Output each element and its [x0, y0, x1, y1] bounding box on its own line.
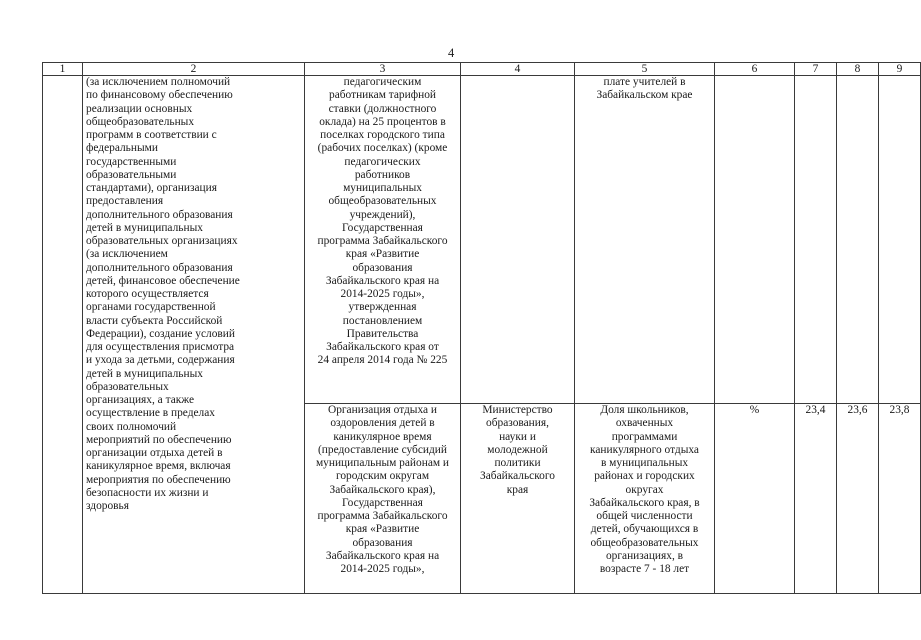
text-line: поселках городского типа	[320, 129, 445, 141]
text-line: власти субъекта Российской	[86, 314, 223, 327]
column-header-1: 1	[43, 63, 83, 76]
text-line: организациях, в	[605, 549, 684, 562]
text-line: Государственная	[342, 221, 423, 234]
column-header-5: 5	[575, 63, 715, 76]
text-line: детей, финансовое обеспечение	[86, 274, 240, 287]
text-line: образования	[352, 261, 413, 274]
cell-number-empty	[43, 76, 83, 594]
text-line: программа Забайкальского	[317, 235, 448, 247]
text-line: оклада) на 25 процентов в	[319, 115, 446, 128]
text-line: дополнительного образования	[86, 261, 233, 274]
text-line: и ухода за детьми, содержания	[86, 354, 235, 367]
text-line: утвержденная	[348, 301, 417, 314]
cell-indicator	[575, 404, 715, 594]
cell-executor-empty	[461, 76, 575, 404]
text-line: образовательными	[86, 168, 177, 181]
text-line: детей, обучающихся в	[590, 523, 699, 536]
text-line: работников	[354, 168, 411, 181]
column-header-7: 7	[795, 63, 837, 76]
text-line: края «Развитие	[345, 523, 420, 536]
cell-program-description	[305, 404, 461, 594]
program-description-lines	[308, 404, 457, 576]
text-line: 24 апреля 2014 года № 225	[317, 354, 448, 367]
text-line: стандартами), организация	[86, 182, 217, 194]
text-line: Государственная	[342, 496, 423, 509]
cell-value-9-empty	[879, 76, 921, 404]
indicator-lines	[578, 404, 711, 576]
text-line: края «Развитие	[345, 248, 420, 261]
text-line: Министерство	[482, 404, 553, 416]
text-line: каникулярного отдыха	[590, 443, 699, 456]
text-line: образования	[352, 536, 413, 549]
text-line: которого осуществляется	[86, 288, 209, 300]
text-line: детей в муниципальных	[86, 221, 203, 234]
executor-lines	[464, 404, 571, 497]
text-line: Правительства	[346, 327, 419, 340]
text-line: Забайкальского края, в	[589, 496, 700, 509]
text-line: работникам тарифной	[329, 89, 436, 102]
text-line: (за исключением	[86, 248, 168, 261]
text-line: для осуществления присмотра	[86, 341, 235, 353]
text-line: Федерации), создание условий	[86, 327, 235, 340]
column-header-9: 9	[879, 63, 921, 76]
text-line: осуществление в пределах	[86, 407, 215, 420]
text-line: политики	[494, 457, 541, 469]
text-line: (рабочих поселках) (кроме	[317, 142, 448, 155]
text-line: Забайкальского	[480, 470, 555, 483]
text-line: науки и	[499, 430, 536, 443]
text-line: педагогических	[344, 155, 421, 168]
program-description-lines	[308, 76, 457, 368]
cell-unit-empty	[715, 76, 795, 404]
text-line: (за исключением полномочий	[86, 76, 231, 88]
cell-indicator	[575, 76, 715, 404]
text-line: реализации основных	[86, 102, 193, 115]
text-line: педагогическим	[343, 76, 422, 88]
text-line: районах и городских	[594, 470, 695, 483]
cell-value-8-empty	[837, 76, 879, 404]
text-line: общеобразовательных	[590, 536, 699, 549]
text-line: возрасте 7 - 18 лет	[599, 563, 690, 575]
cell-value-8: 23,6	[837, 404, 879, 594]
text-line: плате учителей в	[603, 76, 686, 88]
page-number: 4	[448, 46, 455, 60]
text-line: молодежной	[487, 443, 548, 456]
text-line: городским округам	[335, 470, 430, 483]
cell-value-7: 23,4	[795, 404, 837, 594]
text-line: ставки (должностного	[328, 102, 437, 115]
cell-value-7-empty	[795, 76, 837, 404]
text-line: образовательных организациях	[86, 235, 238, 247]
column-header-4: 4	[461, 63, 575, 76]
text-line: организации отдыха детей в	[86, 447, 223, 459]
cell-unit: %	[715, 404, 795, 594]
text-line: Забайкальского края от	[326, 341, 439, 353]
text-line: федеральными	[86, 142, 158, 155]
text-line: 2014-2025 годы»,	[340, 563, 425, 575]
text-line: оздоровления детей в	[330, 417, 435, 430]
cell-executor	[461, 404, 575, 594]
text-line: органами государственной	[86, 301, 216, 314]
column-header-3: 3	[305, 63, 461, 76]
text-line: края	[506, 483, 529, 496]
text-line: Забайкальского края на	[325, 274, 440, 287]
text-line: муниципальным районам и	[315, 457, 450, 469]
text-line: 2014-2025 годы»,	[340, 288, 425, 300]
text-line: государственными	[86, 155, 177, 168]
text-line: организациях, а также	[86, 394, 195, 406]
text-line: мероприятий по обеспечению	[86, 433, 232, 446]
authority-description-lines	[86, 76, 301, 513]
text-line: Забайкальского края),	[329, 483, 436, 496]
text-line: программ в соответствии с	[86, 129, 217, 141]
text-line: муниципальных	[343, 182, 422, 194]
document-table	[42, 62, 921, 594]
column-number-row	[43, 63, 921, 76]
text-line: программами	[611, 430, 678, 443]
text-line: учреждений),	[349, 208, 416, 221]
text-line: дополнительного образования	[86, 208, 233, 221]
text-line: предоставления	[86, 195, 164, 208]
text-line: постановлением	[342, 314, 423, 327]
text-line: безопасности их жизни и	[86, 486, 209, 499]
text-line: Доля школьников,	[600, 404, 689, 416]
text-line: здоровья	[86, 500, 129, 512]
text-line: образовательных	[86, 380, 169, 393]
table-row	[43, 76, 921, 404]
text-line: общей численности	[596, 510, 693, 522]
text-line: каникулярное время, включая	[86, 460, 231, 473]
cell-program-description	[305, 76, 461, 404]
text-line: общеобразовательных	[328, 195, 437, 208]
text-line: каникулярное время	[333, 430, 432, 443]
text-line: программа Забайкальского	[317, 510, 448, 522]
text-line: детей в муниципальных	[86, 367, 203, 380]
text-line: мероприятия по обеспечению	[86, 473, 231, 486]
text-line: охваченных	[615, 417, 674, 430]
text-line: образования,	[486, 417, 549, 430]
text-line: в муниципальных	[600, 457, 689, 469]
text-line: округах	[625, 483, 664, 496]
indicator-lines	[578, 76, 711, 103]
text-line: Забайкальского края на	[325, 549, 440, 562]
text-line: Забайкальском крае	[596, 89, 693, 102]
text-line: (предоставление субсидий	[318, 443, 447, 456]
text-line: Организация отдыха и	[327, 404, 438, 416]
text-line: своих полномочий	[86, 420, 177, 433]
cell-value-9: 23,8	[879, 404, 921, 594]
column-header-8: 8	[837, 63, 879, 76]
column-header-6: 6	[715, 63, 795, 76]
column-header-2: 2	[83, 63, 305, 76]
text-line: по финансовому обеспечению	[86, 89, 233, 102]
text-line: общеобразовательных	[86, 115, 195, 128]
cell-authority-description	[83, 76, 305, 594]
